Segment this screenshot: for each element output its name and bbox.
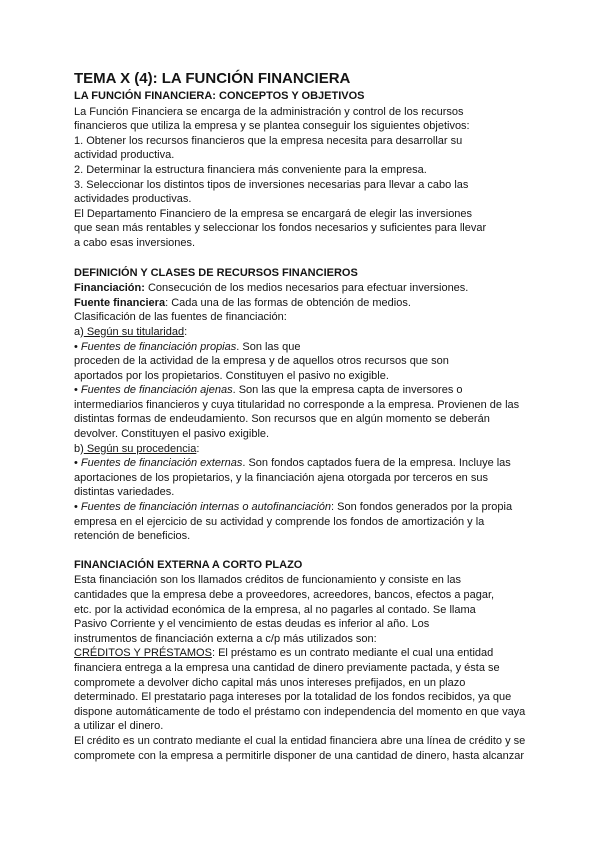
text-line: a cabo esas inversiones. bbox=[74, 236, 196, 249]
text-line: empresa en el ejercicio de su actividad y comprende los fondos de amortización y la bbox=[74, 515, 485, 528]
text-line: 3. Seleccionar los distintos tipos de inversiones necesarias para llevar a cabo las bbox=[74, 178, 469, 191]
list-item-propias: • Fuentes de financiación propias. Son las que bbox=[74, 340, 301, 353]
text-line: financiera entrega a la empresa una cantidad de dinero previamente pactada, y ésta se bbox=[74, 661, 500, 674]
text-line: El crédito es un contrato mediante el cual la entidad financiera abre una línea de crédito y se bbox=[74, 734, 526, 747]
section-heading-resources: DEFINICIÓN Y CLASES DE RECURSOS FINANCIEROS bbox=[74, 266, 358, 279]
term-creditos-prestamos: CRÉDITOS Y PRÉSTAMOS bbox=[74, 647, 212, 660]
subheading-titularidad: a) Según su titularidad: bbox=[74, 325, 188, 338]
text-line: distintas formas de endeudamiento. Son recursos que en algún momento se deberán bbox=[74, 413, 490, 426]
text-line: determinado. El prestatario paga intereses por la totalidad de los fondos recibidos, ya que bbox=[74, 691, 512, 704]
list-item-ajenas: • Fuentes de financiación ajenas. Son las que la empresa capta de inversores o bbox=[74, 384, 463, 397]
text-line: devolver. Constituyen el pasivo exigible. bbox=[74, 428, 270, 441]
text-line: distintas variedades. bbox=[74, 486, 175, 499]
text-line: actividades productivas. bbox=[74, 193, 192, 206]
text-line: aportados por los propietarios. Constituyen el pasivo no exigible. bbox=[74, 369, 389, 382]
text-line: actividad productiva. bbox=[74, 149, 175, 162]
text-line: Pasivo Corriente y el vencimiento de estas deudas es inferior al año. Los bbox=[74, 618, 430, 631]
subheading-procedencia: b) Según su procedencia: bbox=[74, 442, 200, 455]
text-line: cantidades que la empresa debe a proveedores, acreedores, bancos, efectos a pagar, bbox=[74, 589, 495, 601]
bullet-icon: • bbox=[74, 340, 78, 353]
text-line: que sean más rentables y seleccionar los fondos necesarios y suficientes para llevar bbox=[74, 222, 487, 235]
text-line: etc. por la actividad económica de la empresa, al no pagarles al contado. Se llama bbox=[74, 603, 476, 616]
list-item-internas: • Fuentes de financiación internas o autofinanciación: Son fondos generados por la propia bbox=[74, 501, 513, 514]
term-fuente-financiera: Fuente financiera bbox=[74, 296, 166, 309]
bullet-icon: • bbox=[74, 457, 78, 470]
text-line: a utilizar el dinero. bbox=[74, 720, 164, 733]
text-line: La Función Financiera se encarga de la administración y control de los recursos bbox=[74, 105, 464, 118]
text-line: retención de beneficios. bbox=[74, 530, 191, 543]
text-line: compromete con la empresa a permitirle disponer de una cantidad de dinero, hasta alcanzar bbox=[74, 749, 525, 762]
text-line: 1. Obtener los recursos financieros que la empresa necesita para desarrollar su bbox=[74, 134, 463, 147]
text-line: Clasificación de las fuentes de financiación: bbox=[74, 311, 287, 324]
section-concepts bbox=[74, 89, 526, 251]
text-line: instrumentos de financiación externa a c/p más utilizados son: bbox=[74, 632, 377, 645]
section-resources bbox=[74, 266, 526, 544]
section-short-term bbox=[74, 558, 526, 763]
definition-creditos-prestamos: CRÉDITOS Y PRÉSTAMOS: El préstamo es un contrato mediante el cual una entidad bbox=[74, 647, 494, 660]
text-line: proceden de la actividad de la empresa y de aquellos otros recursos que son bbox=[74, 355, 449, 368]
text-line: dispone automáticamente de todo el préstamo con independencia del momento en que vaya bbox=[74, 705, 526, 718]
definition-financiacion: Financiación: Consecución de los medios necesarios para efectuar inversiones. bbox=[74, 282, 469, 295]
bullet-icon: • bbox=[74, 501, 78, 514]
text-line: Esta financiación son los llamados créditos de funcionamiento y consiste en las bbox=[74, 574, 462, 587]
text-line: financieros que utiliza la empresa y se plantea conseguir los siguientes objetivos: bbox=[74, 120, 470, 133]
list-item-externas: • Fuentes de financiación externas. Son fondos captados fuera de la empresa. Incluye las bbox=[74, 457, 511, 470]
text-line: aportaciones de los propietarios, y la financiación ajena otorgada por terceros en sus bbox=[74, 471, 488, 484]
text-line: 2. Determinar la estructura financiera más conveniente para la empresa. bbox=[74, 163, 427, 176]
bullet-icon: • bbox=[74, 384, 78, 397]
text-line: intermediarios financieros y cuya titularidad no corresponde a la empresa. Provienen de las bbox=[74, 398, 520, 411]
section-heading-short-term: FINANCIACIÓN EXTERNA A CORTO PLAZO bbox=[74, 558, 303, 571]
text-line: El Departamento Financiero de la empresa se encargará de elegir las inversiones bbox=[74, 207, 473, 220]
term-financiacion: Financiación: bbox=[74, 282, 145, 295]
page-title: TEMA X (4): LA FUNCIÓN FINANCIERA bbox=[74, 70, 351, 87]
section-heading-concepts: LA FUNCIÓN FINANCIERA: CONCEPTOS Y OBJETIVOS bbox=[74, 90, 365, 102]
text-line: compromete a devolver dicho capital más unos intereses prefijados, en un plazo bbox=[74, 676, 466, 689]
definition-fuente: Fuente financiera: Cada una de las formas de obtención de medios. bbox=[74, 296, 411, 309]
